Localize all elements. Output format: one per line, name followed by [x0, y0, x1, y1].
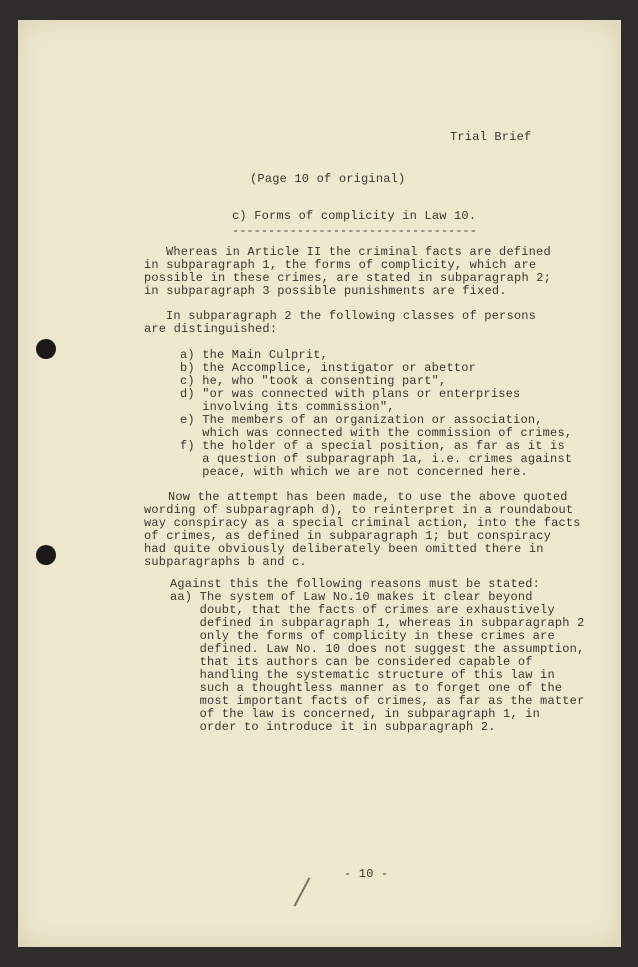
text-line: most important facts of crimes, as far as the matter: [170, 694, 585, 708]
text-line: Against this the following reasons must be stated:: [170, 577, 541, 591]
text-line: order to introduce it in subparagraph 2.: [170, 720, 496, 734]
text-line: in subparagraph 1, the forms of complicity, which are: [144, 258, 537, 272]
list-item: b) the Accomplice, instigator or abettor: [180, 361, 477, 375]
text-line: in subparagraph 3 possible punishments are fixed.: [144, 284, 507, 298]
text-line: that its authors can be considered capable of: [170, 655, 533, 669]
text-line: had quite obviously deliberately been omitted there in: [144, 542, 544, 556]
list-item: which was connected with the commission of crimes,: [180, 426, 573, 440]
list-item: a) the Main Culprit,: [180, 348, 329, 362]
text-line: of the law is concerned, in subparagraph 1, in: [170, 707, 541, 721]
text-line: doubt, that the facts of crimes are exhaustively: [170, 603, 555, 617]
pencil-mark: [294, 877, 311, 906]
page-reference: (Page 10 of original): [250, 172, 406, 186]
heading-underline: ----------------------------------: [232, 224, 477, 238]
list-item: a question of subparagraph 1a, i.e. crimes against: [180, 452, 573, 466]
list-item: c) he, who "took a consenting part",: [180, 374, 447, 388]
text-line: aa) The system of Law No.10 makes it clear beyond: [170, 590, 533, 604]
text-line: In subparagraph 2 the following classes of persons: [166, 309, 537, 323]
header-title: Trial Brief: [450, 130, 532, 144]
text-line: wording of subparagraph d), to reinterpret in a roundabout: [144, 503, 574, 517]
section-heading: c) Forms of complicity in Law 10.: [232, 209, 477, 223]
text-line: are distinguished:: [144, 322, 278, 336]
list-item: f) the holder of a special position, as far as it is: [180, 439, 565, 453]
document-page: [18, 20, 621, 947]
page-number: - 10 -: [344, 867, 389, 881]
text-line: handling the systematic structure of this law in: [170, 668, 555, 682]
text-line: subparagraphs b and c.: [144, 555, 307, 569]
text-line: defined. Law No. 10 does not suggest the assumption,: [170, 642, 585, 656]
list-item: e) The members of an organization or association,: [180, 413, 543, 427]
punch-hole-top: [36, 339, 56, 359]
punch-hole-bottom: [36, 545, 56, 565]
text-line: defined in subparagraph 1, whereas in subparagraph 2: [170, 616, 585, 630]
text-line: possible in these crimes, are stated in subparagraph 2;: [144, 271, 552, 285]
text-line: way conspiracy as a special criminal action, into the facts: [144, 516, 581, 530]
text-line: of crimes, as defined in subparagraph 1; but conspiracy: [144, 529, 552, 543]
list-item: involving its commission",: [180, 400, 395, 414]
text-line: Now the attempt has been made, to use the above quoted: [168, 490, 568, 504]
list-item: d) "or was connected with plans or enterprises: [180, 387, 521, 401]
list-item: peace, with which we are not concerned here.: [180, 465, 528, 479]
text-line: such a thoughtless manner as to forget one of the: [170, 681, 563, 695]
text-line: only the forms of complicity in these crimes are: [170, 629, 555, 643]
text-line: Whereas in Article II the criminal facts are defined: [166, 245, 551, 259]
